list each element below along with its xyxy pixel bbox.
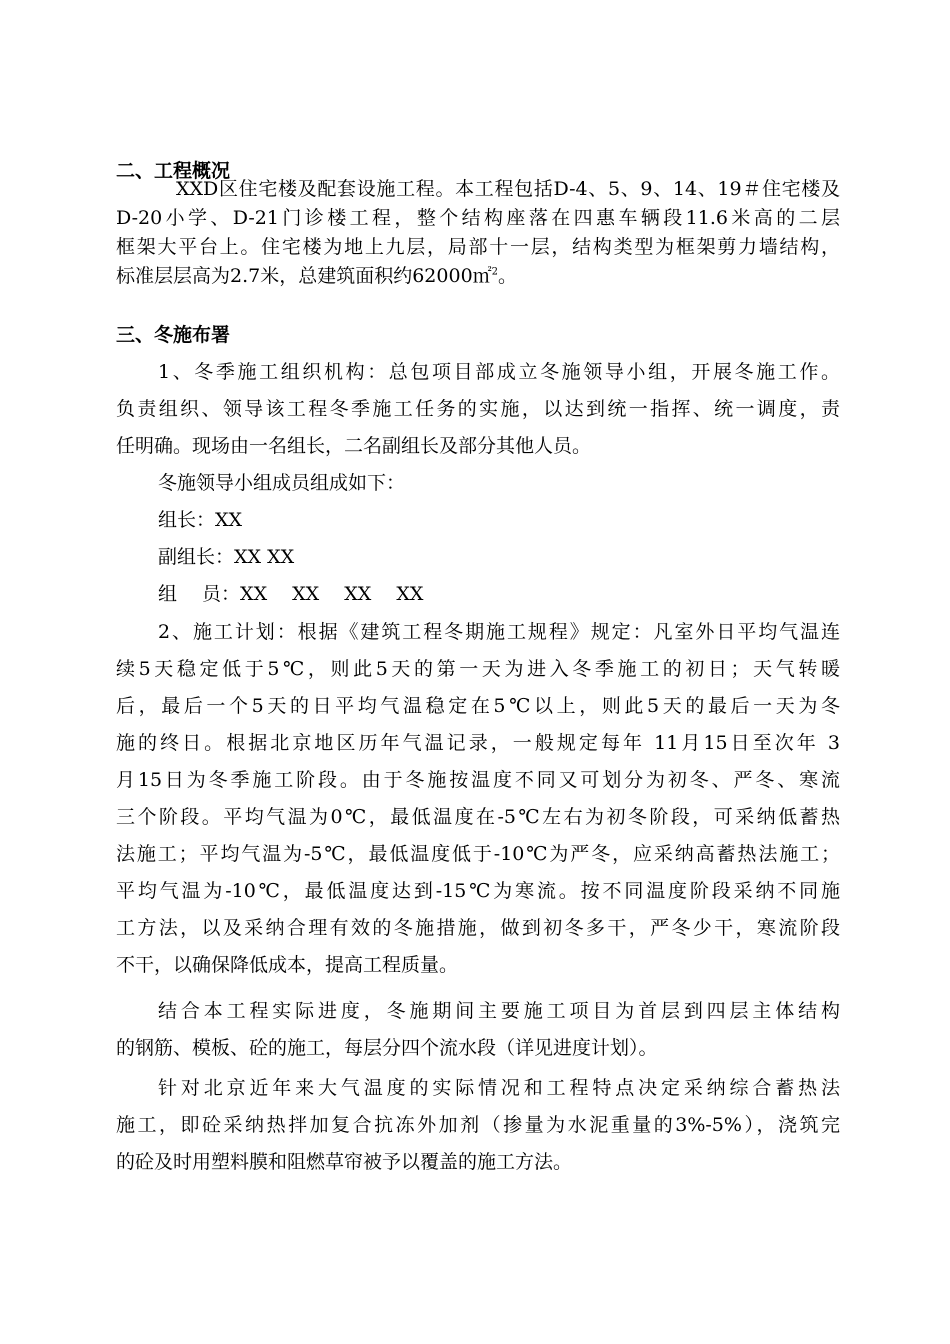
org-line-3: 任明确。现场由一名组长，二名副组长及部分其他人员。 — [116, 435, 592, 457]
leader-line: 组长：XX — [158, 509, 243, 531]
schedule-line-6: 三个阶段。平均气温为0℃，最低温度在-5℃左右为初冬阶段，可采纳低蓄热 — [116, 806, 840, 828]
method-line-3: 的砼及时用塑料膜和阻燃草帘被予以覆盖的施工方法。 — [116, 1151, 573, 1173]
area-unit-superscript: 2 — [491, 266, 499, 278]
schedule-paragraph — [116, 614, 840, 984]
overview-line-4-text: 标准层层高为2.7米，总建筑面积约62000㎡ — [116, 265, 492, 287]
overview-line-2: D-20小学、D-21门诊楼工程，整个结构座落在四惠车辆段11.6米高的二层 — [116, 207, 840, 229]
progress-line-1: 结合本工程实际进度，冬施期间主要施工项目为首层到四层主体结构 — [158, 1000, 840, 1022]
schedule-line-3: 后，最后一个5天的日平均气温稳定在5℃以上，则此5天的最后一天为冬 — [116, 695, 840, 717]
schedule-line-10: 不干，以确保降低成本，提高工程质量。 — [116, 954, 459, 976]
org-line-2: 负责组织、领导该工程冬季施工任务的实施，以达到统一指挥、统一调度，责 — [116, 398, 840, 420]
schedule-line-9: 工方法，以及采纳合理有效的冬施措施，做到初冬多干，严冬少干，寒流阶段 — [116, 917, 840, 939]
org-paragraph — [116, 354, 840, 613]
schedule-line-1: 2、施工计划：根据《建筑工程冬期施工规程》规定：凡室外日平均气温连 — [158, 621, 840, 643]
section-title-winter-plan: 三、冬施布署 — [116, 324, 231, 346]
members-intro: 冬施领导小组成员组成如下： — [158, 472, 406, 494]
schedule-line-4: 施的终日。根据北京地区历年气温记录，一般规定每年 11月15日至次年 3 — [116, 732, 840, 754]
overview-line-4-end: 。 — [498, 265, 518, 287]
schedule-line-2: 续5天稳定低于5℃，则此5天的第一天为进入冬季施工的初日；天气转暖 — [116, 658, 840, 680]
overview-line-1: XXD区住宅楼及配套设施工程。本工程包括D-4、5、9、14、19＃住宅楼及 — [176, 178, 840, 200]
method-line-2: 施工，即砼采纳热拌加复合抗冻外加剂（掺量为水泥重量的3%-5%），浇筑完 — [116, 1114, 840, 1136]
overview-line-4 — [116, 262, 840, 291]
deputy-line: 副组长：XX XX — [158, 546, 295, 568]
progress-paragraph — [116, 993, 840, 1067]
schedule-line-7: 法施工；平均气温为-5℃，最低温度低于-10℃为严冬，应采纳高蓄热法施工； — [116, 843, 840, 865]
progress-line-2: 的钢筋、模板、砼的施工，每层分四个流水段（详见进度计划）。 — [116, 1037, 658, 1059]
overview-line-3: 框架大平台上。住宅楼为地上九层，局部十一层，结构类型为框架剪力墙结构， — [116, 236, 840, 258]
section-title-overview: 二、工程概况 — [116, 160, 231, 182]
schedule-line-8: 平均气温为-10℃，最低温度达到-15℃为寒流。按不同温度阶段采纳不同施 — [116, 880, 840, 902]
method-line-1: 针对北京近年来大气温度的实际情况和工程特点决定采纳综合蓄热法 — [158, 1077, 840, 1099]
org-line-1: 1、冬季施工组织机构：总包项目部成立冬施领导小组，开展冬施工作。 — [158, 361, 840, 383]
members-line: 组 员：XX XX XX XX — [158, 583, 424, 605]
method-paragraph — [116, 1070, 840, 1181]
schedule-line-5: 月15日为冬季施工阶段。由于冬施按温度不同又可划分为初冬、严冬、寒流 — [116, 769, 840, 791]
overview-paragraph — [116, 175, 840, 291]
